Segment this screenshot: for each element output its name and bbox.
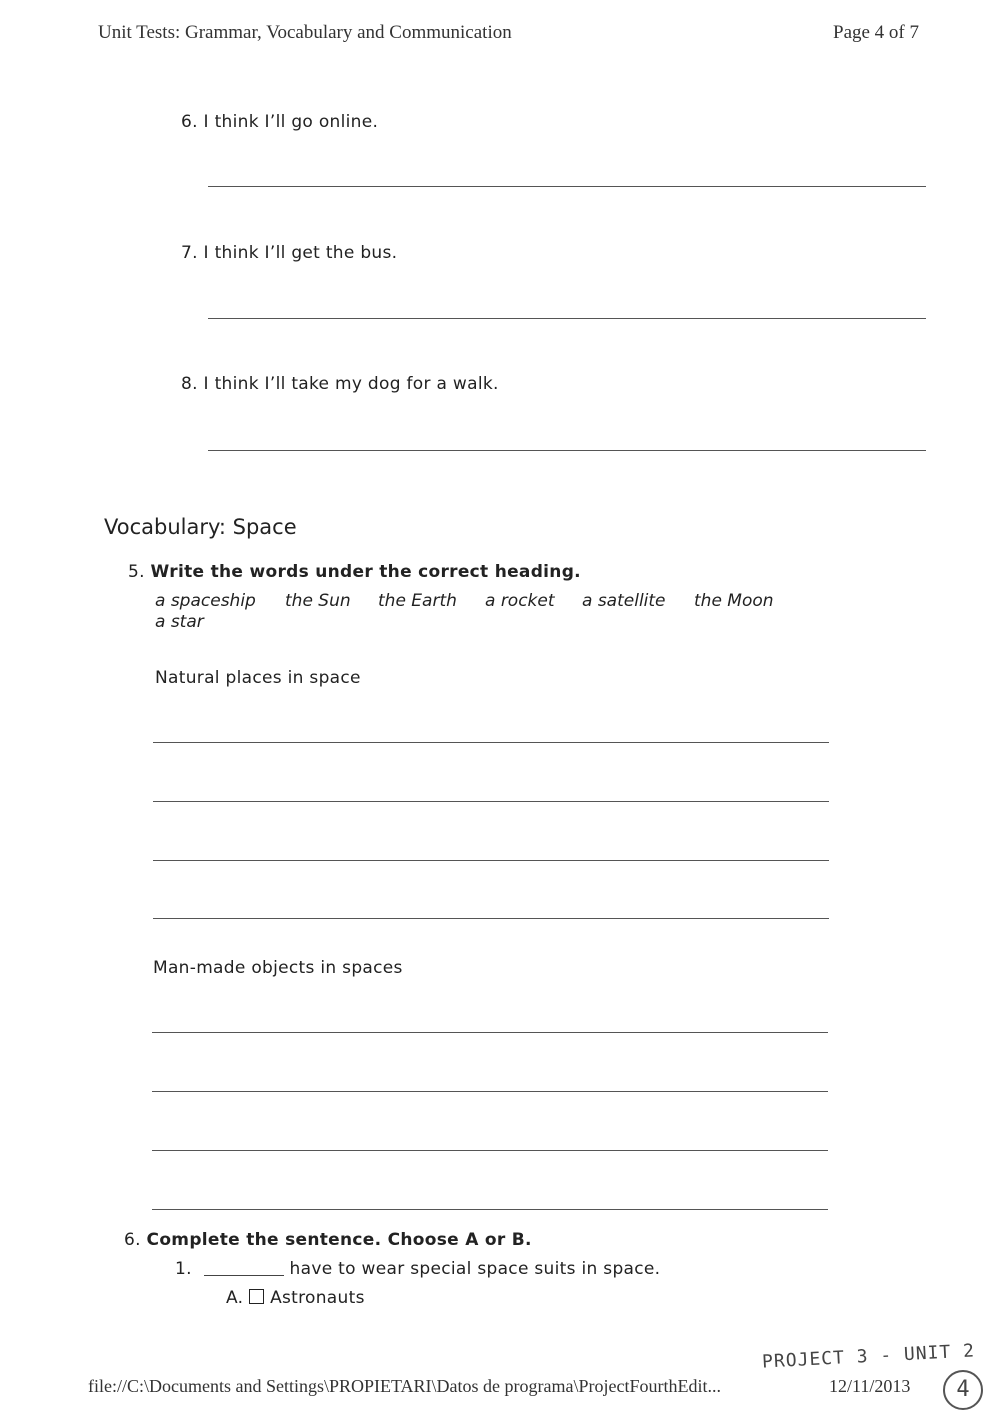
question-item-7 (181, 243, 397, 263)
fill-in-blank[interactable] (204, 1261, 284, 1276)
option-checkbox[interactable] (249, 1289, 264, 1304)
question-text: I think I’ll get the bus. (203, 243, 398, 263)
option-a[interactable] (226, 1288, 365, 1308)
question-number: 7. (181, 243, 198, 263)
word-box-item: the Sun (285, 591, 351, 611)
answer-line[interactable] (208, 450, 926, 451)
header-title: Unit Tests: Grammar, Vocabulary and Communication (98, 22, 512, 43)
page-number: Page 4 of 7 (833, 22, 920, 43)
answer-line[interactable] (208, 186, 926, 187)
answer-line[interactable] (153, 801, 829, 802)
instruction-text: Complete the sentence. Choose A or B. (146, 1230, 532, 1250)
exercise-5-instruction (128, 562, 581, 582)
answer-line[interactable] (152, 1209, 828, 1210)
word-box-item: the Moon (694, 591, 774, 611)
exercise-number: 6. (124, 1230, 141, 1250)
answer-line[interactable] (153, 860, 829, 861)
question-item-8 (181, 374, 499, 394)
word-box-item: a satellite (582, 591, 666, 611)
item-number: 1. (175, 1259, 192, 1279)
instruction-text: Write the words under the correct heading. (150, 562, 581, 582)
heading-man-made: Man-made objects in spaces (153, 958, 403, 978)
question-text: I think I’ll take my dog for a walk. (203, 374, 499, 394)
option-label: A. (226, 1288, 244, 1308)
word-box-item: the Earth (378, 591, 457, 611)
answer-line[interactable] (152, 1032, 828, 1033)
word-box-item: a spaceship (155, 591, 256, 611)
footer-date: 12/11/2013 (829, 1376, 911, 1396)
heading-natural: Natural places in space (155, 668, 361, 688)
question-number: 8. (181, 374, 198, 394)
option-text: Astronauts (270, 1288, 365, 1308)
handwritten-note: PROJECT 3 - UNIT 2 (761, 1340, 976, 1373)
answer-line[interactable] (208, 318, 926, 319)
item-text: have to wear special space suits in space. (289, 1259, 661, 1279)
section-title: Vocabulary: Space (104, 515, 297, 539)
answer-line[interactable] (153, 918, 829, 919)
exercise-number: 5. (128, 562, 145, 582)
word-box-item: a rocket (485, 591, 555, 611)
question-item-6 (181, 112, 378, 132)
word-box-item: a star (155, 612, 204, 632)
question-text: I think I’ll go online. (203, 112, 379, 132)
exercise-6-instruction (124, 1230, 532, 1250)
exercise-6-item-1 (175, 1259, 660, 1279)
circled-page-mark: 4 (943, 1370, 983, 1410)
answer-line[interactable] (152, 1150, 828, 1151)
answer-line[interactable] (153, 742, 829, 743)
answer-line[interactable] (152, 1091, 828, 1092)
footer-path: file://C:\Documents and Settings\PROPIETARI\Datos de programa\ProjectFourthEdit... (88, 1376, 721, 1396)
question-number: 6. (181, 112, 198, 132)
